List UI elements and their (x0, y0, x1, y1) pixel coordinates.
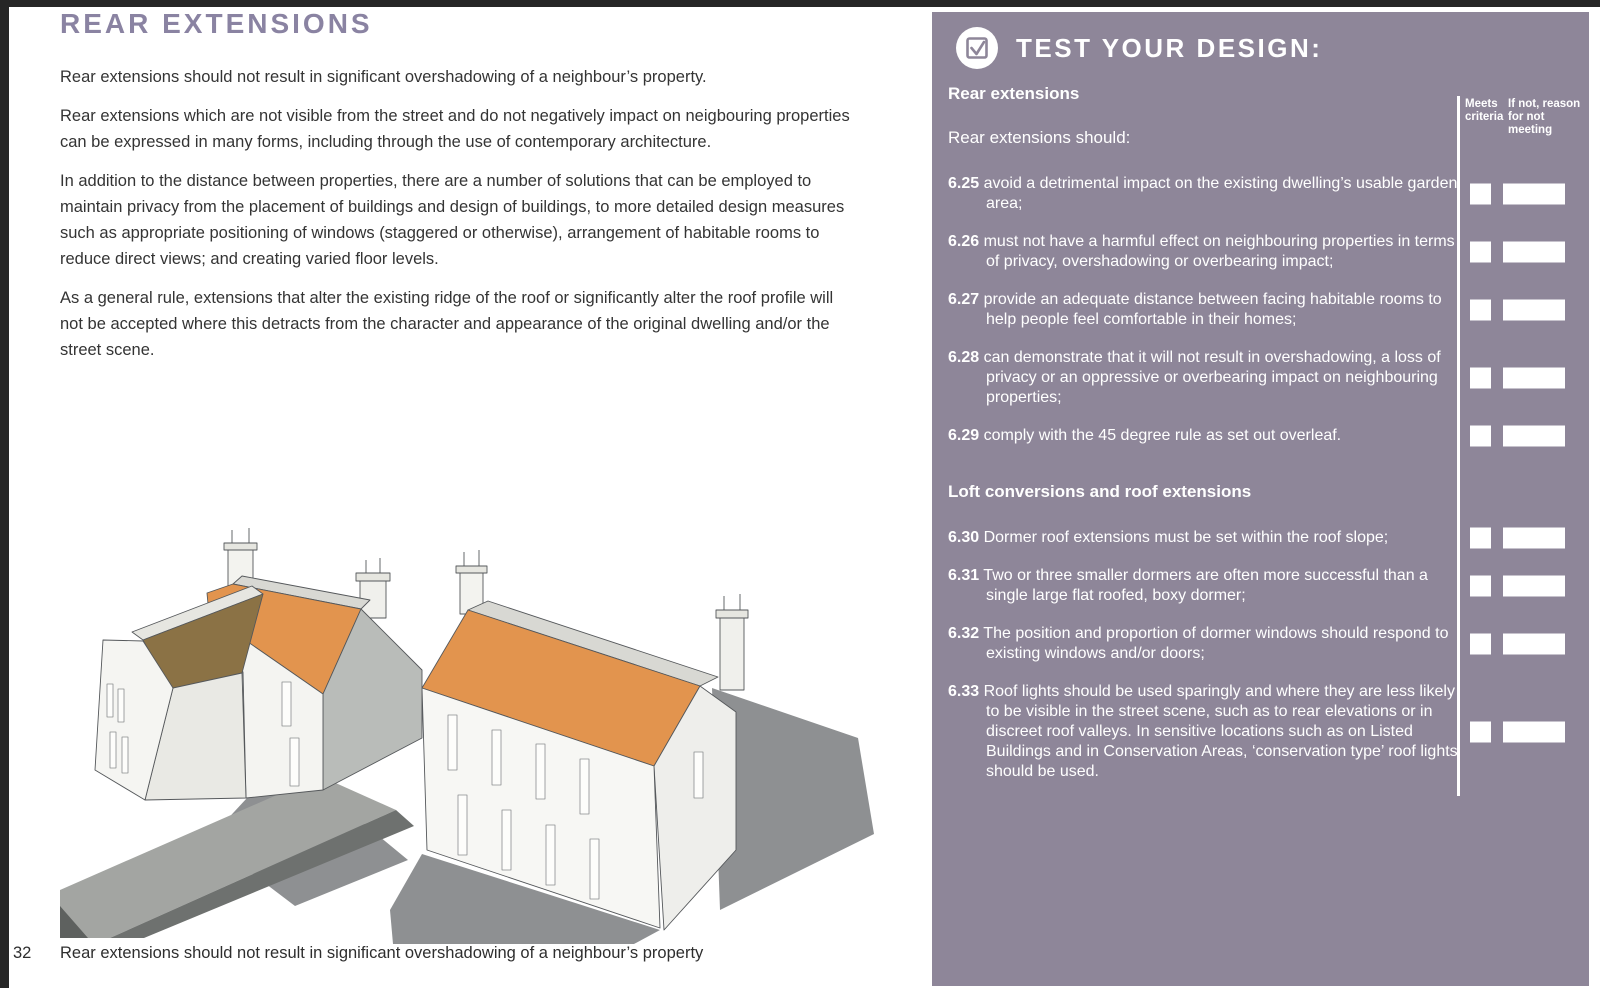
reason-field[interactable] (1503, 300, 1565, 321)
panel-title: TEST YOUR DESIGN: (1016, 32, 1323, 63)
panel-header (932, 12, 1589, 70)
item-text: The position and proportion of dormer windows should respond to existing windows and/or doors; (983, 625, 1449, 662)
meets-criteria-checkbox[interactable] (1470, 300, 1491, 321)
checklist-item-6-28 (948, 348, 1589, 408)
item-text: Dormer roof extensions must be set within the roof slope; (983, 529, 1389, 546)
reason-field[interactable] (1503, 576, 1565, 597)
meets-criteria-checkbox[interactable] (1470, 528, 1491, 549)
item-text: avoid a detrimental impact on the existing dwelling’s usable garden area; (983, 175, 1458, 212)
illustration-caption: Rear extensions should not result in significant overshadowing of a neighbour’s property (60, 944, 704, 962)
item-text: Two or three smaller dormers are often more successful than a single large flat roofed, boxy dormer; (983, 567, 1428, 604)
item-number: 6.26 (948, 233, 980, 250)
checklist-rear-extensions (948, 174, 1589, 446)
section-intro: Rear extensions should: (948, 128, 1131, 147)
page-title: REAR EXTENSIONS (60, 8, 373, 39)
item-number: 6.28 (948, 349, 980, 366)
item-number: 6.33 (948, 683, 980, 700)
reason-field[interactable] (1503, 184, 1565, 205)
checklist-item-6-30 (948, 528, 1589, 548)
reason-field[interactable] (1503, 242, 1565, 263)
checkbox-icon (955, 26, 999, 70)
page-number: 32 (13, 944, 32, 962)
item-text: Roof lights should be used sparingly and where they are less likely to be visible in the street scene, such as to rear elevations or in discreet roof valleys. In sensitive locations such as on Listed Buildings and in Conservation Areas, ‘conservation type’ roof lights should be used. (983, 683, 1458, 780)
checklist-item-6-31 (948, 566, 1589, 606)
item-number: 6.25 (948, 175, 980, 192)
rear-extension (95, 586, 263, 800)
houses-illustration (60, 498, 880, 960)
reason-field[interactable] (1503, 368, 1565, 389)
item-text: must not have a harmful effect on neighbouring properties in terms of privacy, overshadowing or overbearing impact; (983, 233, 1455, 270)
item-number: 6.32 (948, 625, 980, 642)
column-header-meets-criteria: Meets criteria (1465, 98, 1504, 123)
item-text: provide an adequate distance between facing habitable rooms to help people feel comfortable in their homes; (983, 291, 1442, 328)
body-paragraph: In addition to the distance between properties, there are a number of solutions that can be employed to maintain privacy from the placement of buildings and design of buildings, to more detailed design measures such as appropriate positioning of windows (staggered or otherwise), arrangement of habitable rooms to reduce direct views; and creating varied floor levels. (60, 172, 845, 268)
checklist-item-6-29 (948, 426, 1589, 446)
item-number: 6.30 (948, 529, 980, 546)
body-paragraph: As a general rule, extensions that alter the existing ridge of the roof or significantly alter the roof profile will not be accepted where this detracts from the character and appearance of the original dwelling and/or the street scene. (60, 289, 834, 359)
column-header-reason: If not, reason for not meeting (1508, 98, 1581, 136)
checklist-item-6-26 (948, 232, 1589, 272)
item-number: 6.27 (948, 291, 980, 308)
item-number: 6.31 (948, 567, 980, 584)
meets-criteria-checkbox[interactable] (1470, 576, 1491, 597)
checklist-loft-conversions (948, 528, 1589, 782)
checklist-item-6-33 (948, 682, 1589, 782)
meets-criteria-checkbox[interactable] (1470, 368, 1491, 389)
item-text: can demonstrate that it will not result in overshadowing, a loss of privacy or an oppressive or overbearing impact on neighbouring properties; (983, 349, 1441, 406)
section-heading-loft-conversions: Loft conversions and roof extensions (948, 482, 1252, 501)
body-paragraph: Rear extensions which are not visible from the street and do not negatively impact on neigbouring properties can be expressed in many forms, including through the use of contemporary architecture. (60, 107, 850, 151)
meets-criteria-checkbox[interactable] (1470, 426, 1491, 447)
meets-criteria-checkbox[interactable] (1470, 184, 1491, 205)
item-text: comply with the 45 degree rule as set out overleaf. (983, 427, 1342, 444)
item-number: 6.29 (948, 427, 980, 444)
body-paragraph: Rear extensions should not result in significant overshadowing of a neighbour’s property. (60, 68, 707, 86)
test-your-design-panel (932, 12, 1589, 986)
checklist-item-6-25 (948, 174, 1589, 214)
checklist-item-6-32 (948, 624, 1589, 664)
meets-criteria-checkbox[interactable] (1470, 242, 1491, 263)
main-content (60, 4, 860, 376)
page-left-rule (0, 0, 9, 988)
meets-criteria-checkbox[interactable] (1470, 722, 1491, 743)
checklist-item-6-27 (948, 290, 1589, 330)
panel-content (932, 84, 1589, 782)
meets-criteria-checkbox[interactable] (1470, 634, 1491, 655)
reason-field[interactable] (1503, 722, 1565, 743)
section-heading-rear-extensions: Rear extensions (948, 84, 1080, 103)
reason-field[interactable] (1503, 528, 1565, 549)
reason-field[interactable] (1503, 426, 1565, 447)
reason-field[interactable] (1503, 634, 1565, 655)
